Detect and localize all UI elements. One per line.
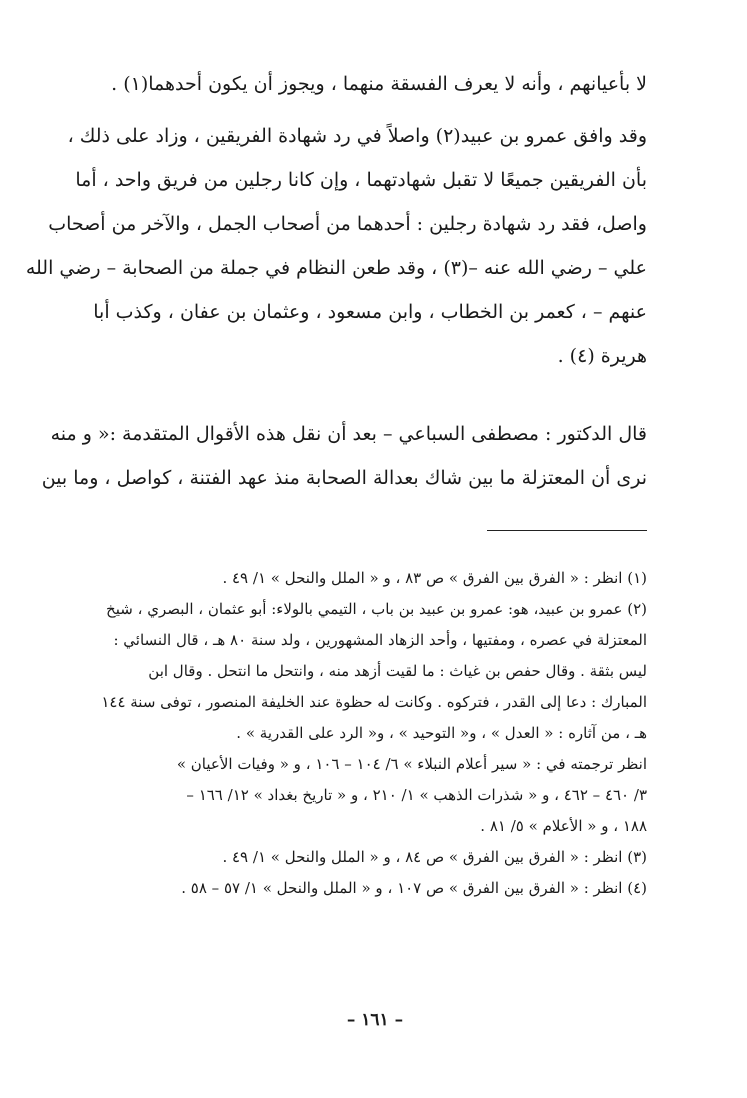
body-line: وقد وافق عمرو بن عبيد(٢) واصلاً في رد شهادة الفريقين ، وزاد على ذلك ، bbox=[67, 125, 647, 147]
body-line: قال الدكتور : مصطفى السباعي – بعد أن نقل هذه الأقوال المتقدمة :« و منه bbox=[50, 423, 647, 445]
body-line: هريرة (٤) . bbox=[557, 345, 647, 367]
paragraph-1 bbox=[92, 62, 647, 106]
footnote-line: ليس بثقة . وقال حفص بن غياث : ما لقيت أزهد منه ، وانتحل ما انتحل . وقال ابن bbox=[148, 662, 647, 680]
body-line: واصل، فقد رد شهادة رجلين : أحدهما من أصحاب الجمل ، والآخر من أصحاب bbox=[48, 213, 647, 235]
footnote-line: هـ ، من آثاره : « العدل » ، و« التوحيد » ، و« الرد على القدرية » . bbox=[236, 724, 647, 742]
footnote-line: (١) انظر : « الفرق بين الفرق » ص ٨٣ ، و « الملل والنحل » ١/ ٤٩ . bbox=[222, 569, 647, 587]
footnote-line: المبارك : دعا إلى القدر ، فتركوه . وكانت له حظوة عند الخليفة المنصور ، توفى سنة ١٤٤ bbox=[101, 693, 647, 711]
page-number: – ١٦١ – bbox=[346, 1010, 404, 1030]
body-line: بأن الفريقين جميعًا لا تقبل شهادتهما ، وإن كانا رجلين من فريق واحد ، أما bbox=[75, 169, 647, 191]
footnotes bbox=[92, 563, 647, 904]
footnote-divider bbox=[487, 530, 647, 531]
paragraph-3 bbox=[41, 412, 647, 500]
paragraph-2 bbox=[25, 114, 647, 378]
footnote-line: (٤) انظر : « الفرق بين الفرق » ص ١٠٧ ، و « الملل والنحل » ١/ ٥٧ – ٥٨ . bbox=[181, 879, 647, 897]
footnote-line: (٢) عمرو بن عبيد، هو: عمرو بن عبيد بن باب ، التيمي بالولاء: أبو عثمان ، البصري ، شيخ bbox=[106, 600, 647, 618]
footnote-line: (٣) انظر : « الفرق بين الفرق » ص ٨٤ ، و « الملل والنحل » ١/ ٤٩ . bbox=[222, 848, 647, 866]
footnote-line: المعتزلة في عصره ، ومفتيها ، وأحد الزهاد المشهورين ، ولد سنة ٨٠ هـ ، قال النسائي : bbox=[113, 631, 647, 649]
body-line: علي – رضي الله عنه –(٣) ، وقد طعن النظام في جملة من الصحابة – رضي الله bbox=[25, 257, 647, 279]
body-line: نرى أن المعتزلة ما بين شاك بعدالة الصحابة منذ عهد الفتنة ، كواصل ، وما بين bbox=[41, 467, 647, 489]
footnote-line: ١٨٨ ، و « الأعلام » ٥/ ٨١ . bbox=[480, 817, 647, 835]
footnote-line: ٣/ ٤٦٠ – ٤٦٢ ، و « شذرات الذهب » ١/ ٢١٠ ، و « تاريخ بغداد » ١٢/ ١٦٦ – bbox=[186, 786, 647, 804]
body-line: لا بأعيانهم ، وأنه لا يعرف الفسقة منهما ، ويجوز أن يكون أحدهما(١) . bbox=[111, 73, 647, 95]
body-line: عنهم – ، كعمر بن الخطاب ، وابن مسعود ، وعثمان بن عفان ، وكذب أبا bbox=[93, 301, 647, 323]
footnote-line: انظر ترجمته في : « سير أعلام النبلاء » ٦/ ١٠٤ – ١٠٦ ، و « وفيات الأعيان » bbox=[176, 755, 647, 773]
